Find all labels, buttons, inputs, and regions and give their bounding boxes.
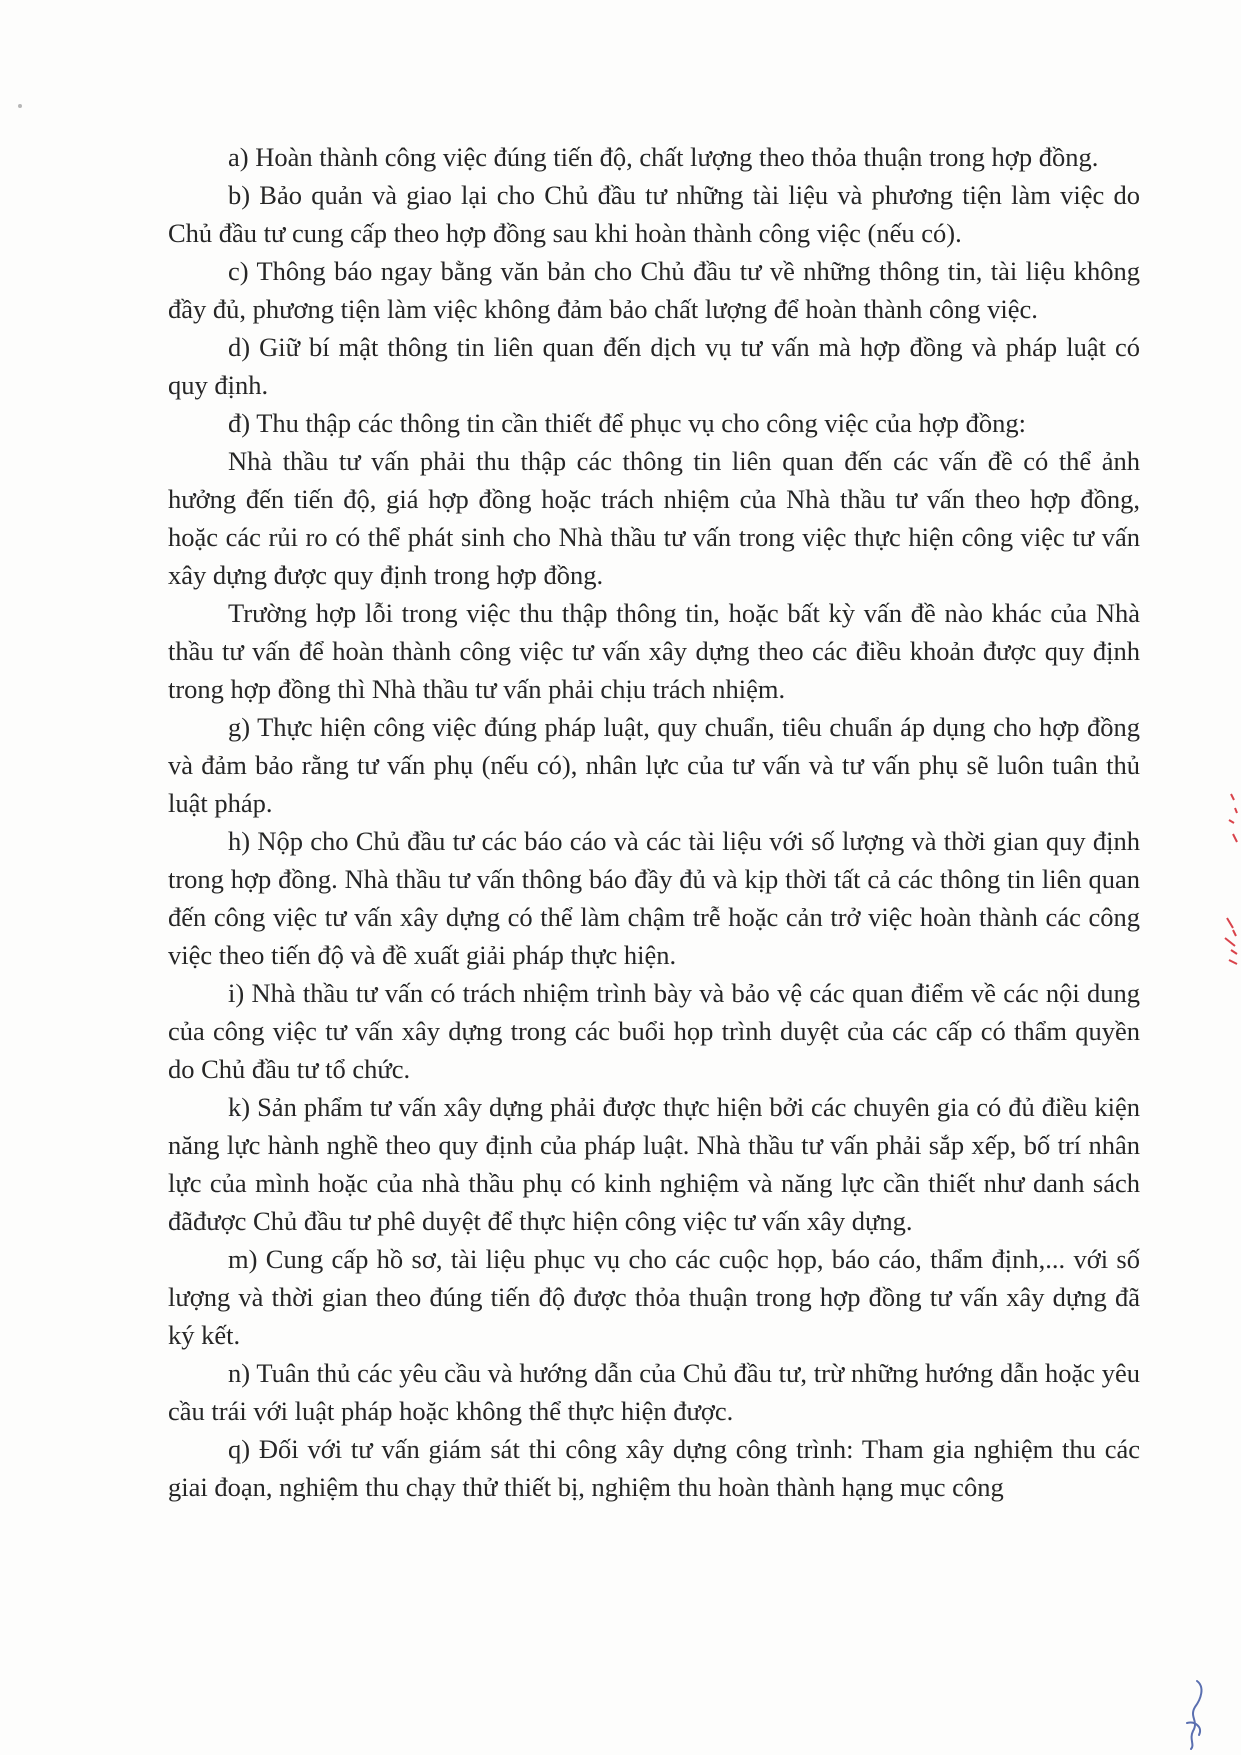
stamp-fragment-icon [1213,910,1241,970]
paragraph-a: a) Hoàn thành công việc đúng tiến độ, chất lượng theo thỏa thuận trong hợp đồng. [228,142,1099,172]
signature-icon [1175,1677,1215,1751]
stamp-fragment-icon [1213,790,1241,850]
paragraph-d: d) Giữ bí mật thông tin liên quan đến dịch vụ tư vấn mà hợp đồng và pháp luật có quy định. [168,332,1140,400]
paragraph-dd: đ) Thu thập các thông tin cần thiết để phục vụ cho công việc của hợp đồng: [228,408,1026,438]
scan-speck [18,104,22,108]
paragraph-b: b) Bảo quản và giao lại cho Chủ đầu tư những tài liệu và phương tiện làm việc do Chủ đầu tư cung cấp theo hợp đồng sau khi hoàn thành công việc (nếu có). [168,180,1140,248]
paragraph-g: g) Thực hiện công việc đúng pháp luật, quy chuẩn, tiêu chuẩn áp dụng cho hợp đồng và đảm bảo rằng tư vấn phụ (nếu có), nhân lực của tư vấn và tư vấn phụ sẽ luôn tuân thủ luật pháp. [168,712,1140,818]
paragraph-dd-detail-2: Trường hợp lỗi trong việc thu thập thông tin, hoặc bất kỳ vấn đề nào khác của Nhà thầu tư vấn để hoàn thành công việc tư vấn xây dựng theo các điều khoản được quy định trong hợp đồng thì Nhà thầu tư vấn phải chịu trách nhiệm. [168,598,1140,704]
paragraph-n: n) Tuân thủ các yêu cầu và hướng dẫn của Chủ đầu tư, trừ những hướng dẫn hoặc yêu cầu trái với luật pháp hoặc không thể thực hiện được. [168,1358,1140,1426]
paragraph-i: i) Nhà thầu tư vấn có trách nhiệm trình bày và bảo vệ các quan điểm về các nội dung của công việc tư vấn xây dựng trong các buổi họp trình duyệt của các cấp có thẩm quyền do Chủ đầu tư tổ chức. [168,978,1140,1084]
paragraph-dd-detail-1: Nhà thầu tư vấn phải thu thập các thông tin liên quan đến các vấn đề có thể ảnh hưởng đến tiến độ, giá hợp đồng hoặc trách nhiệm của Nhà thầu tư vấn theo hợp đồng, hoặc các rủi ro có thể phát sinh cho Nhà thầu tư vấn trong việc thực hiện công việc tư vấn xây dựng được quy định trong hợp đồng. [168,446,1140,590]
paragraph-c: c) Thông báo ngay bằng văn bản cho Chủ đầu tư về những thông tin, tài liệu không đầy đủ, phương tiện làm việc không đảm bảo chất lượng để hoàn thành công việc. [168,256,1140,324]
document-body [168,138,1140,1506]
paragraph-q: q) Đối với tư vấn giám sát thi công xây dựng công trình: Tham gia nghiệm thu các giai đoạn, nghiệm thu chạy thử thiết bị, nghiệm thu hoàn thành hạng mục công [168,1434,1140,1502]
paragraph-h: h) Nộp cho Chủ đầu tư các báo cáo và các tài liệu với số lượng và thời gian quy định trong hợp đồng. Nhà thầu tư vấn thông báo đầy đủ và kịp thời tất cả các thông tin liên quan đến công việc tư vấn xây dựng có thể làm chậm trễ hoặc cản trở việc hoàn thành các công việc theo tiến độ và đề xuất giải pháp thực hiện. [168,826,1140,970]
paragraph-k: k) Sản phẩm tư vấn xây dựng phải được thực hiện bởi các chuyên gia có đủ điều kiện năng lực hành nghề theo quy định của pháp luật. Nhà thầu tư vấn phải sắp xếp, bố trí nhân lực của mình hoặc của nhà thầu phụ có kinh nghiệm và năng lực cần thiết như danh sách đãđược Chủ đầu tư phê duyệt để thực hiện công việc tư vấn xây dựng. [168,1092,1140,1236]
paragraph-m: m) Cung cấp hồ sơ, tài liệu phục vụ cho các cuộc họp, báo cáo, thẩm định,... với số lượng và thời gian theo đúng tiến độ được thỏa thuận trong hợp đồng tư vấn xây dựng đã ký kết. [168,1244,1140,1350]
